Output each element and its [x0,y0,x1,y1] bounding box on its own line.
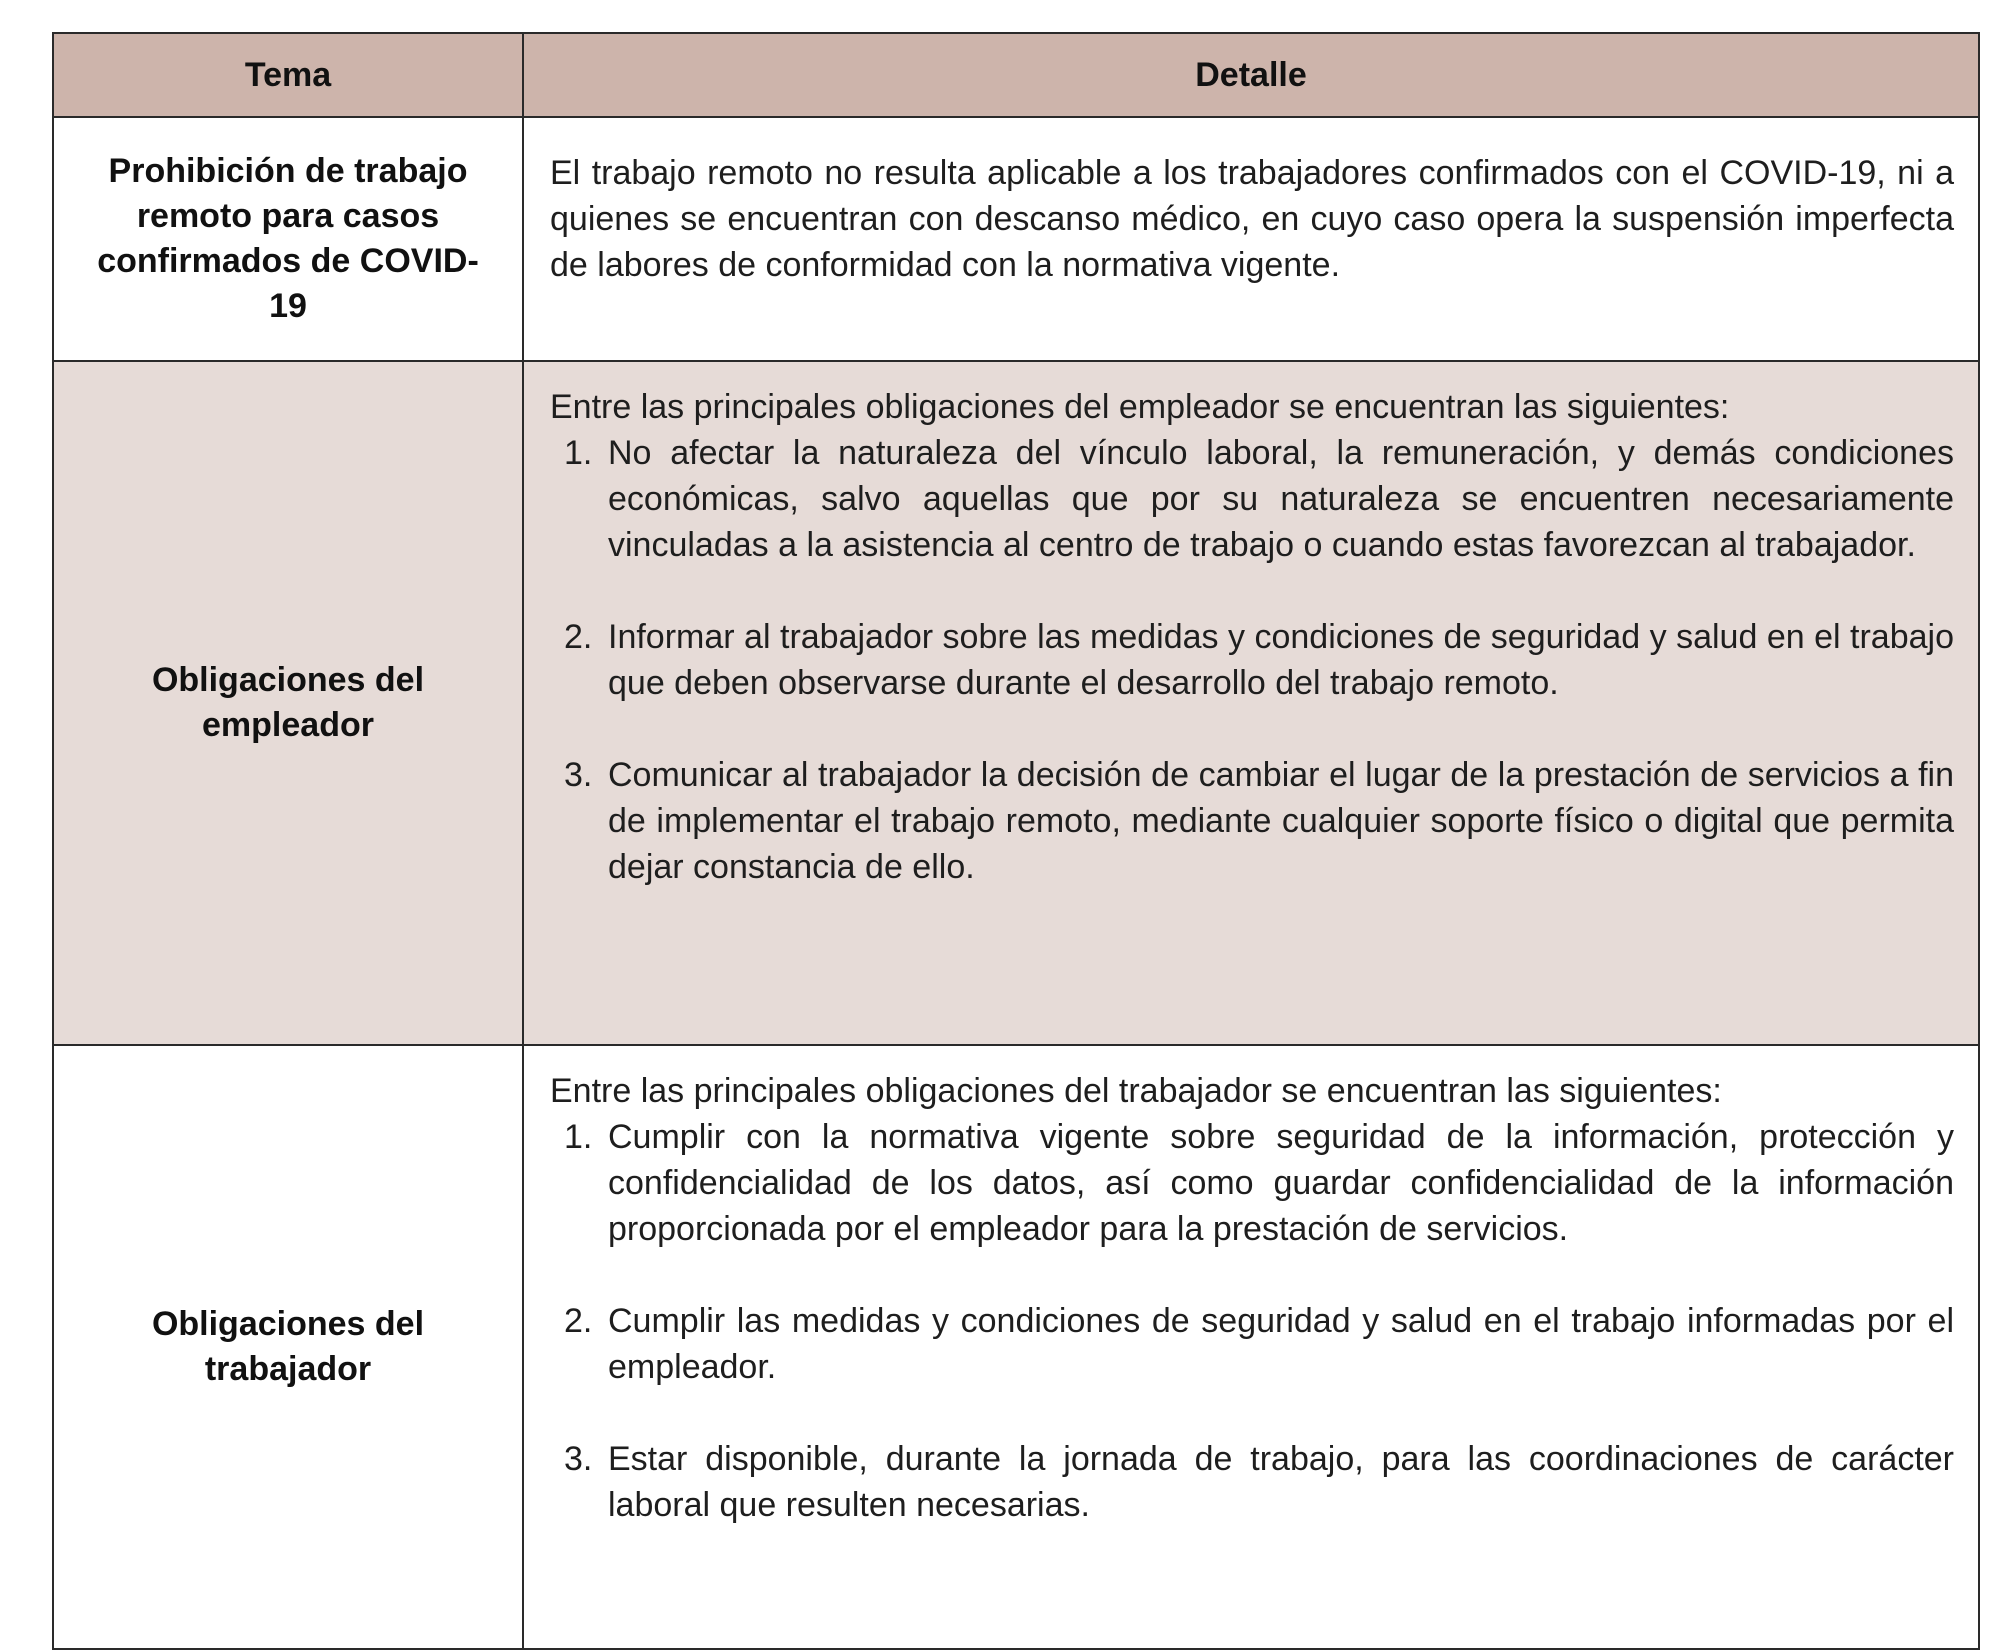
list-item [550,1114,1954,1252]
header-detalle-label: Detalle [1195,55,1307,94]
row-1-text: El trabajo remoto no resulta aplicable a los trabajadores confirmados con el COVID-19, ni a quienes se encuentran con descanso médico, en cuyo caso opera la suspensión imperfecta de labores de conformidad con la normativa vigente. [550,154,1954,284]
list-item-number: 2. [564,1302,593,1340]
list-item-text: Cumplir las medidas y condiciones de seguridad y salud en el trabajo informadas por el empleador. [608,1302,1954,1386]
row-2-tema-label: Obligaciones del empleador [151,661,425,744]
row-1-tema-label: Prohibición de trabajo remoto para casos confirmados de COVID-19 [97,152,479,325]
list-item-number: 1. [564,434,593,472]
list-item [550,1298,1954,1390]
obligations-table [52,32,1980,1650]
list-item [550,430,1954,568]
row-2-detalle [524,362,1978,1046]
employer-obligations-list [550,430,1954,890]
list-item [550,1436,1954,1528]
worker-obligations-list [550,1114,1954,1528]
list-item-number: 3. [564,1440,593,1478]
row-1-tema [54,118,524,362]
row-3-tema [54,1046,524,1648]
list-item [550,614,1954,706]
list-item-number: 2. [564,618,593,656]
list-item-text: Cumplir con la normativa vigente sobre seguridad de la información, protección y confidencialidad de los datos, así como guardar confidencialidad de la información proporcionada por el empleador para la prestación de servicios. [608,1118,1954,1248]
list-item [550,752,1954,890]
row-2-tema [54,362,524,1046]
header-tema [54,34,524,118]
row-3-detalle [524,1046,1978,1648]
list-item-number: 3. [564,756,593,794]
header-tema-label: Tema [244,55,332,94]
list-item-text: Informar al trabajador sobre las medidas y condiciones de seguridad y salud en el trabajo que deben observarse durante el desarrollo del trabajo remoto. [608,618,1954,702]
row-2-intro: Entre las principales obligaciones del empleador se encuentran las siguientes: [550,388,1730,426]
list-item-text: No afectar la naturaleza del vínculo laboral, la remuneración, y demás condiciones económicas, salvo aquellas que por su naturaleza se encuentren necesariamente vinculadas a la asistencia al centro de trabajo o cuando estas favorezcan al trabajador. [608,434,1954,564]
row-1-detalle [524,118,1978,362]
list-item-number: 1. [564,1118,593,1156]
row-3-tema-label: Obligaciones del trabajador [151,1305,425,1388]
list-item-text: Comunicar al trabajador la decisión de cambiar el lugar de la prestación de servicios a fin de implementar el trabajo remoto, mediante cualquier soporte físico o digital que permita dejar constancia de ello. [608,756,1954,886]
list-item-text: Estar disponible, durante la jornada de trabajo, para las coordinaciones de carácter laboral que resulten necesarias. [608,1440,1954,1524]
header-detalle [524,34,1978,118]
row-3-intro: Entre las principales obligaciones del trabajador se encuentran las siguientes: [550,1072,1722,1110]
